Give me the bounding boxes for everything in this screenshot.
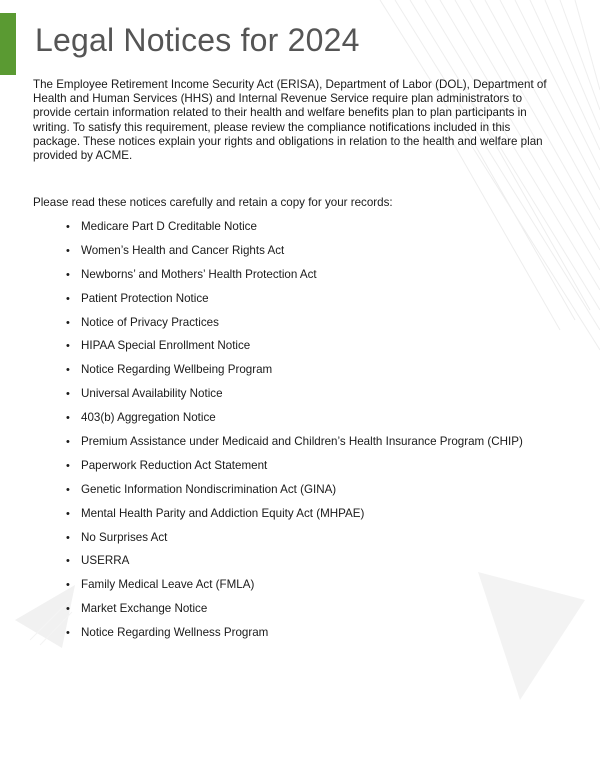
bullet-icon: • (66, 531, 70, 544)
list-item: • Genetic Information Nondiscrimination Act (GINA) (0, 481, 523, 505)
notices-list (0, 218, 523, 648)
list-item: • Notice Regarding Wellness Program (0, 624, 523, 648)
bullet-icon: • (66, 459, 70, 472)
page-title: Legal Notices for 2024 (35, 22, 360, 58)
bullet-icon: • (66, 603, 70, 616)
list-item: • Notice of Privacy Practices (0, 314, 523, 338)
list-item: • 403(b) Aggregation Notice (0, 409, 523, 433)
bullet-icon: • (66, 627, 70, 640)
list-item: • Newborns’ and Mothers’ Health Protection Act (0, 266, 523, 290)
notices-lead-text: Please read these notices carefully and retain a copy for your records: (33, 196, 393, 209)
bullet-icon: • (66, 579, 70, 592)
list-item: • Patient Protection Notice (0, 290, 523, 314)
list-item: • Premium Assistance under Medicaid and Children’s Health Insurance Program (CHIP) (0, 433, 523, 457)
list-item: • USERRA (0, 552, 523, 576)
list-item: • Women’s Health and Cancer Rights Act (0, 242, 523, 266)
bullet-icon: • (66, 268, 70, 281)
intro-paragraph: The Employee Retirement Income Security Act (ERISA), Department of Labor (DOL), Department of Health and Human Services (HHS) and Internal Revenue Service require plan administrators to provide certain information related to their health and welfare benefits plan to plan participants in writing. To satisfy this requirement, please review the compliance notifications included in this package. These notices explain your rights and obligations in relation to the health and welfare plan provided by ACME. (33, 78, 547, 163)
bullet-icon: • (66, 507, 70, 520)
bullet-icon: • (66, 412, 70, 425)
bullet-icon: • (66, 483, 70, 496)
list-item: • Notice Regarding Wellbeing Program (0, 361, 523, 385)
list-item: • Family Medical Leave Act (FMLA) (0, 576, 523, 600)
bullet-icon: • (66, 221, 70, 233)
list-item: • Mental Health Parity and Addiction Equity Act (MHPAE) (0, 505, 523, 529)
bullet-icon: • (66, 436, 70, 449)
bullet-icon: • (66, 244, 70, 257)
list-item: • No Surprises Act (0, 529, 523, 553)
bullet-icon: • (66, 316, 70, 329)
bullet-icon: • (66, 292, 70, 305)
list-item: • HIPAA Special Enrollment Notice (0, 337, 523, 361)
list-item: • Market Exchange Notice (0, 600, 523, 624)
bullet-icon: • (66, 340, 70, 353)
list-item: • Paperwork Reduction Act Statement (0, 457, 523, 481)
list-item: • Medicare Part D Creditable Notice (0, 218, 523, 242)
list-item: • Universal Availability Notice (0, 385, 523, 409)
bullet-icon: • (66, 555, 70, 568)
bullet-icon: • (66, 388, 70, 401)
bullet-icon: • (66, 364, 70, 377)
